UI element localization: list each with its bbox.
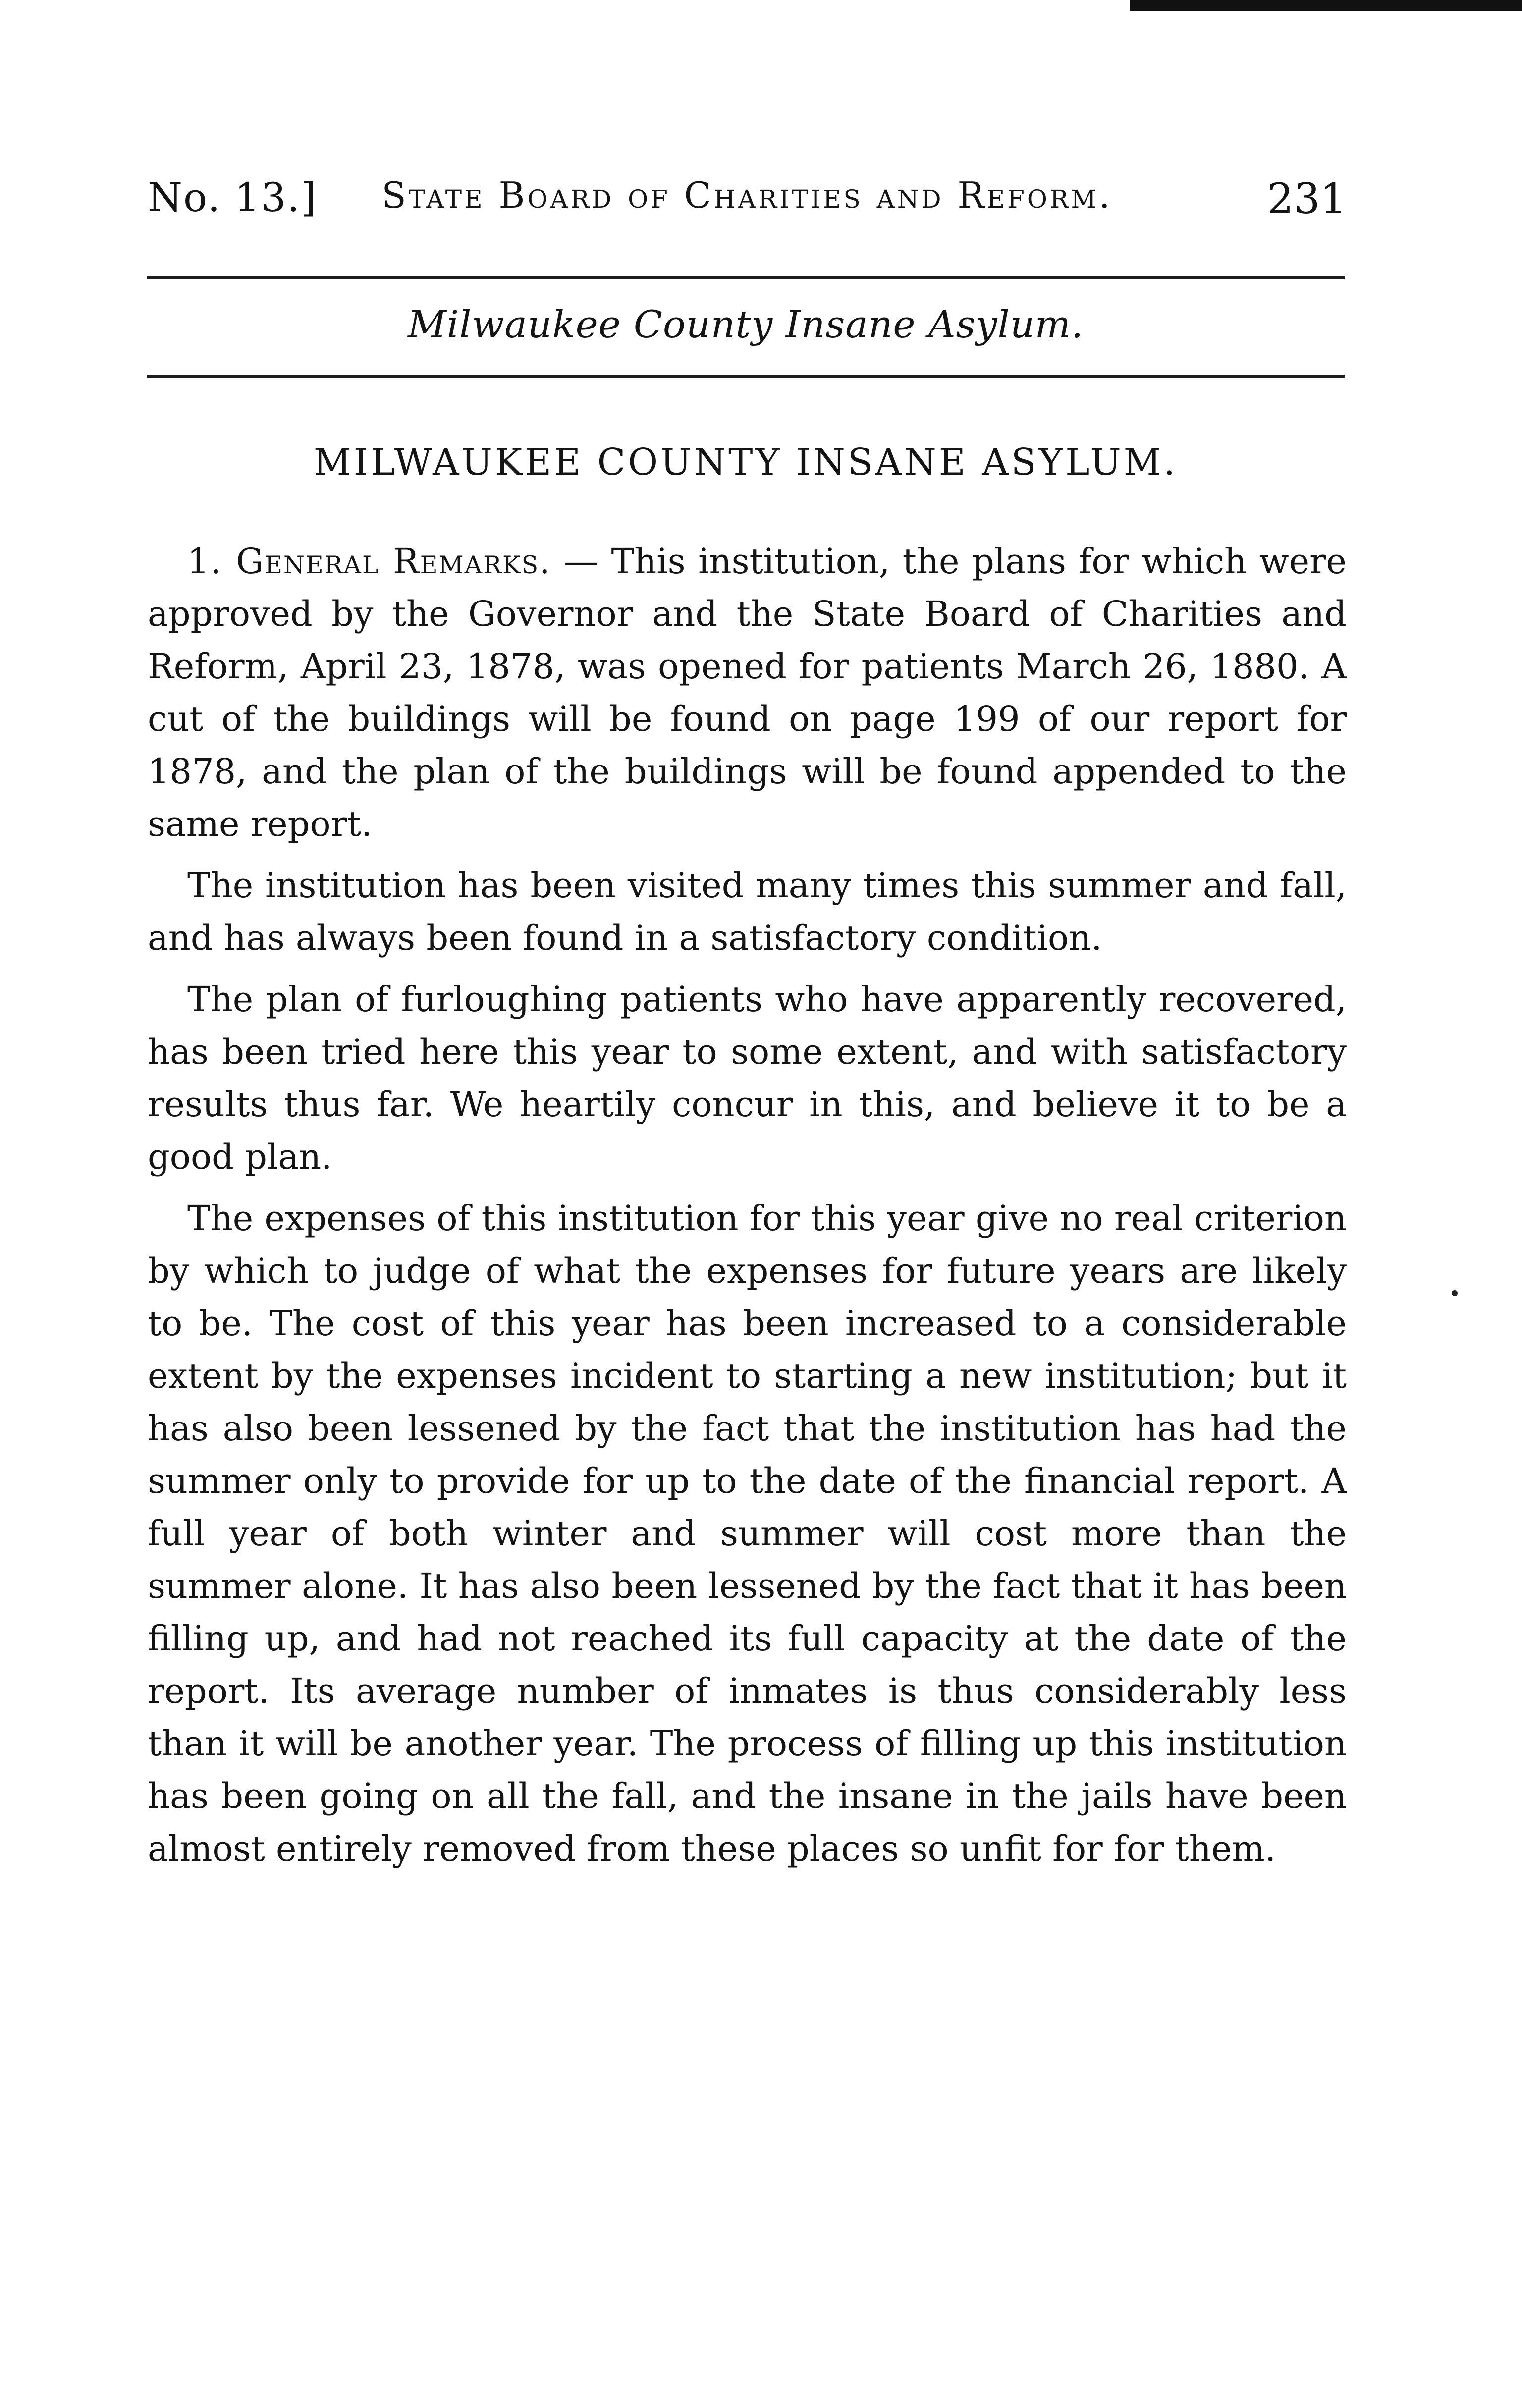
body-text bbox=[148, 535, 1347, 1884]
running-head bbox=[148, 174, 1347, 229]
section-subhead: Milwaukee County Insane Asylum. bbox=[407, 302, 1084, 346]
page-number: 231 bbox=[1267, 174, 1347, 223]
top-rule bbox=[147, 276, 1345, 279]
document-number: No. 13.] bbox=[148, 174, 318, 220]
paragraph-general-remarks bbox=[148, 535, 1347, 850]
paragraph-visits: The institution has been visited many times this summer and fall, and has always been found in a satisfactory condition. bbox=[148, 865, 1347, 958]
paragraph-lead: 1. General Remarks. bbox=[187, 541, 551, 582]
page-title: MILWAUKEE COUNTY INSANE ASYLUM. bbox=[313, 441, 1178, 484]
margin-mark bbox=[1452, 1290, 1458, 1296]
bottom-rule bbox=[147, 375, 1345, 378]
paragraph-furlough: The plan of furloughing patients who have apparently recovered, has been tried here this year to some extent, and with satisfactory results thus far. We heartily concur in this, and believe it to be a good plan. bbox=[148, 979, 1347, 1177]
publication-title: State Board of Charities and Reform. bbox=[381, 174, 1113, 216]
scan-edge-shadow bbox=[1130, 0, 1522, 11]
paragraph-text: — This institution, the plans for which were approved by the Governor and the State Board of Charities and Reform, April 23, 1878, was opened for patients March 26, 1880. A cut of the buildings will be found on page 199 of our report for 1878, and the plan of the buildings will be found appended to the same report. bbox=[148, 541, 1347, 844]
paragraph-expenses: The expenses of this institution for this year give no real criterion by which to judge of what the expenses for future years are likely to be. The cost of this year has been increased to a considerable extent by the expenses incident to starting a new institution; but it has also been lessened by the fact that the institution has had the summer only to provide for up to the date of the financial report. A full year of both winter and summer will cost more than the summer alone. It has also been lessened by the fact that it has been filling up, and had not reached its full capacity at the date of the report. Its average number of inmates is thus considerably less than it will be another year. The process of filling up this institution has been going on all the fall, and the insane in the jails have been almost entirely removed from these places so unfit for for them. bbox=[148, 1198, 1347, 1869]
